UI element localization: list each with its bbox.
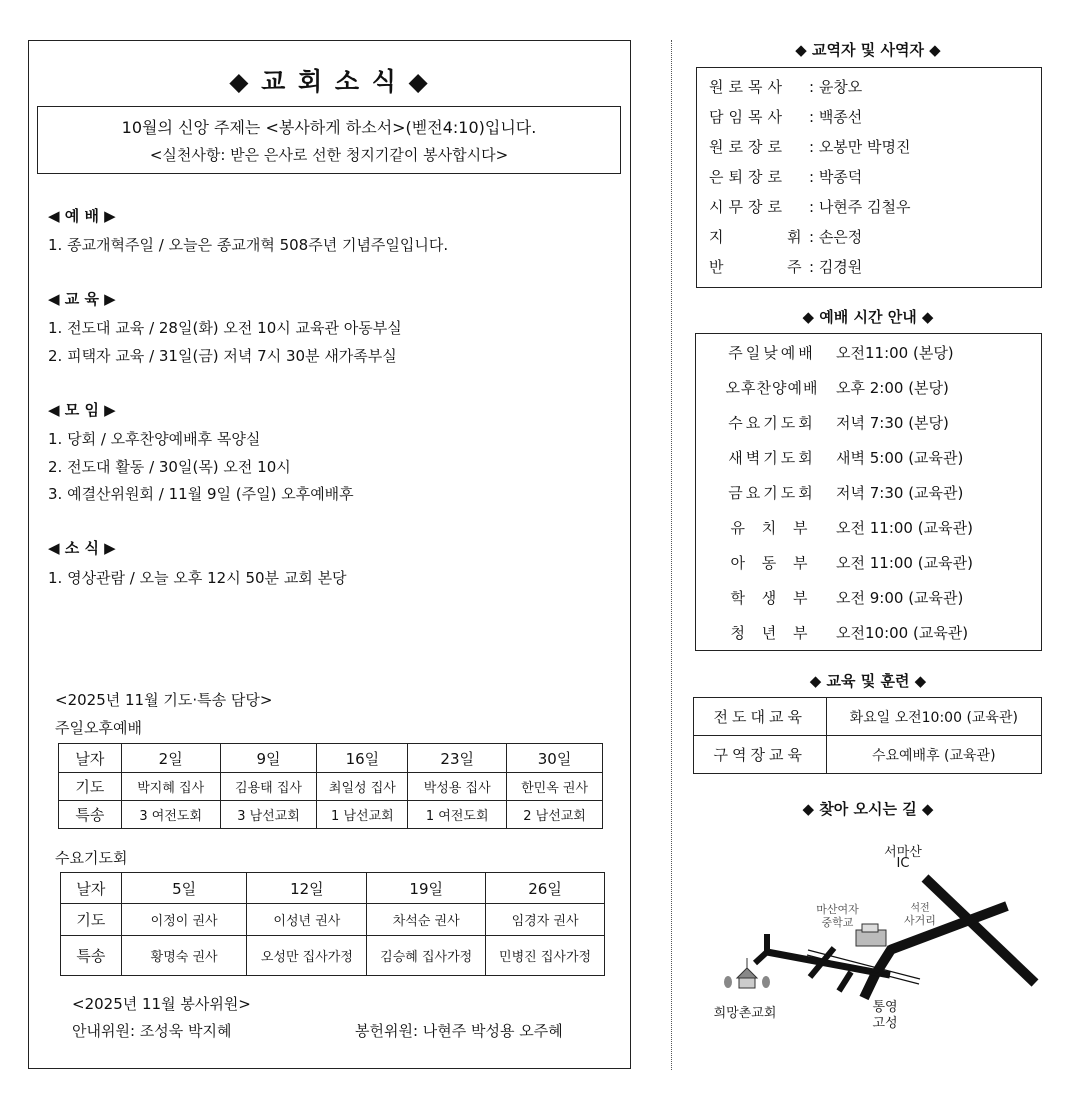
- service-time: 오전 11:00 (교육관): [836, 519, 973, 537]
- table-cell: 특송: [61, 936, 122, 976]
- staff-row: [709, 106, 862, 127]
- training-name: 구역장교육: [694, 736, 827, 774]
- table-cell: 12일: [247, 873, 367, 904]
- staff-name: : 나현주 김철우: [809, 198, 911, 216]
- service-name: 금요기도회: [728, 484, 816, 502]
- staff-role: 원로장로: [709, 138, 787, 156]
- wednesday-duty-table: [60, 872, 605, 976]
- table-cell: 박지혜 집사: [121, 773, 220, 801]
- section-heading-news: ◀ 소 식 ▶: [48, 539, 116, 557]
- table-cell: 임경자 권사: [486, 904, 605, 936]
- service-time: 오후 2:00 (본당): [836, 379, 949, 397]
- section-heading-education: ◀ 교 육 ▶: [48, 290, 116, 308]
- church-news-title: ◆ 교 회 소 식 ◆: [229, 67, 430, 96]
- table-row: [59, 801, 603, 829]
- service-name: 학 생 부: [730, 589, 814, 607]
- map-label-destination: 고성: [872, 1016, 898, 1031]
- table-cell: 최일성 집사: [317, 773, 408, 801]
- service-name: 유 치 부: [730, 519, 814, 537]
- staff-name: : 윤창오: [809, 78, 863, 96]
- staff-row: [709, 196, 911, 217]
- service-name: 청 년 부: [730, 624, 814, 642]
- training-table: [693, 697, 1042, 774]
- staff-row: [709, 226, 862, 247]
- table-cell: 황명숙 권사: [121, 936, 247, 976]
- service-row: [708, 552, 973, 573]
- table-cell: 30일: [507, 744, 603, 773]
- service-row: [708, 517, 973, 538]
- table-cell: 차석순 권사: [367, 904, 486, 936]
- church-icon: [724, 958, 770, 988]
- table-cell: 김용태 집사: [220, 773, 317, 801]
- staff-role: 원로목사: [709, 78, 787, 96]
- news-item: 2. 피택자 교육 / 31일(금) 저녁 7시 30분 새가족부실: [48, 347, 397, 365]
- table-row: [694, 698, 1042, 736]
- table-cell: 3 여전도회: [121, 801, 220, 829]
- service-name: 새벽기도회: [728, 449, 816, 467]
- service-row: [708, 342, 954, 363]
- table-row: [61, 873, 605, 904]
- road-south: [864, 948, 892, 998]
- column-divider: [671, 40, 672, 1070]
- training-name: 전도대교육: [694, 698, 827, 736]
- staff-row: [709, 136, 911, 157]
- wednesday-duty-label: 수요기도회: [55, 849, 128, 867]
- service-row: [708, 482, 963, 503]
- service-time: 오전10:00 (교육관): [836, 624, 969, 642]
- map-label-ic: IC: [896, 856, 910, 871]
- news-item: 1. 당회 / 오후찬양예배후 목양실: [48, 430, 261, 448]
- table-cell: 23일: [408, 744, 507, 773]
- service-row: [708, 587, 963, 608]
- news-item: 1. 영상관람 / 오늘 오후 12시 50분 교회 본당: [48, 569, 347, 587]
- offering-volunteers: 봉헌위원: 나현주 박성용 오주혜: [355, 1022, 563, 1040]
- service-name: 오후찬양예배: [725, 379, 819, 397]
- table-cell: 이성년 권사: [247, 904, 367, 936]
- theme-line-1: 10월의 신앙 주제는 <봉사하게 하소서>(벧전4:10)입니다.: [121, 118, 537, 137]
- staff-name: : 백종선: [809, 108, 863, 126]
- service-name: 수요기도회: [728, 414, 816, 432]
- table-cell: 기도: [59, 773, 122, 801]
- volunteers-title: <2025년 11월 봉사위원>: [72, 995, 251, 1013]
- monthly-theme-box: [37, 106, 621, 174]
- table-row: [694, 736, 1042, 774]
- staff-role: 반 주: [709, 258, 807, 276]
- table-cell: 특송: [59, 801, 122, 829]
- services-title: ◆ 예배 시간 안내 ◆: [802, 308, 934, 326]
- table-cell: 민병진 집사가정: [486, 936, 605, 976]
- service-name: 주일낮예배: [728, 344, 816, 362]
- cross-street: [839, 972, 851, 991]
- services-box: [695, 333, 1042, 651]
- staff-name: : 김경원: [809, 258, 863, 276]
- staff-row: [709, 76, 862, 97]
- table-cell: 기도: [61, 904, 122, 936]
- table-row: [59, 773, 603, 801]
- table-cell: 16일: [317, 744, 408, 773]
- theme-line-2: <실천사항: 받은 은사로 선한 청지기같이 봉사합시다>: [149, 146, 509, 164]
- section-heading-meetings: ◀ 모 임 ▶: [48, 401, 116, 419]
- table-cell: 9일: [220, 744, 317, 773]
- table-cell: 3 남선교회: [220, 801, 317, 829]
- news-item: 1. 전도대 교육 / 28일(화) 오전 10시 교육관 아동부실: [48, 319, 402, 337]
- news-item: 3. 예결산위원회 / 11월 9일 (주일) 오후예배후: [48, 485, 354, 503]
- table-cell: 날자: [59, 744, 122, 773]
- staff-role: 담임목사: [709, 108, 787, 126]
- service-time: 저녁 7:30 (본당): [836, 414, 949, 432]
- map-label-crossroad: 사거리: [904, 914, 936, 927]
- map-label-ic: 서마산: [884, 845, 922, 860]
- directions-title: ◆ 찾아 오시는 길 ◆: [802, 800, 934, 818]
- table-cell: 2 남선교회: [507, 801, 603, 829]
- service-time: 오전 9:00 (교육관): [836, 589, 964, 607]
- news-item: 2. 전도대 활동 / 30일(목) 오전 10시: [48, 458, 291, 476]
- staff-name: : 박종덕: [809, 168, 863, 186]
- map-label-church: 희망촌교회: [713, 1006, 777, 1021]
- service-row: [708, 622, 968, 643]
- guide-volunteers: 안내위원: 조성욱 박지혜: [72, 1022, 232, 1040]
- staff-row: [709, 256, 862, 277]
- table-cell: 1 남선교회: [317, 801, 408, 829]
- service-time: 저녁 7:30 (교육관): [836, 484, 964, 502]
- section-heading-worship: ◀ 예 배 ▶: [48, 207, 116, 225]
- map-label-school: 마산여자: [816, 903, 859, 916]
- service-row: [708, 412, 949, 433]
- service-row: [708, 377, 949, 398]
- staff-title: ◆ 교역자 및 사역자 ◆: [795, 41, 941, 59]
- road-branch: [755, 952, 767, 963]
- staff-name: : 오봉만 박명진: [809, 138, 911, 156]
- cross-street: [810, 948, 834, 977]
- table-cell: 박성용 집사: [408, 773, 507, 801]
- table-cell: 1 여전도회: [408, 801, 507, 829]
- table-cell: 26일: [486, 873, 605, 904]
- duty-title: <2025년 11월 기도·특송 담당>: [55, 691, 273, 709]
- service-time: 오전11:00 (본당): [836, 344, 954, 362]
- table-cell: 2일: [121, 744, 220, 773]
- table-cell: 5일: [121, 873, 247, 904]
- staff-role: 시무장로: [709, 198, 787, 216]
- table-cell: 19일: [367, 873, 486, 904]
- table-row: [61, 904, 605, 936]
- staff-name: : 손은정: [809, 228, 863, 246]
- map-label-crossroad: 석전: [910, 903, 930, 914]
- service-time: 오전 11:00 (교육관): [836, 554, 973, 572]
- news-item: 1. 종교개혁주일 / 오늘은 종교개혁 508주년 기념주일입니다.: [48, 236, 449, 254]
- training-time: 수요예배후 (교육관): [826, 736, 1041, 774]
- service-name: 아 동 부: [730, 554, 814, 572]
- road-west: [767, 952, 890, 975]
- table-row: [61, 936, 605, 976]
- staff-role: 지 휘: [709, 228, 807, 246]
- training-time: 화요일 오전10:00 (교육관): [826, 698, 1041, 736]
- table-cell: 오성만 집사가정: [247, 936, 367, 976]
- sunday-duty-label: 주일오후예배: [55, 719, 142, 737]
- table-cell: 김승혜 집사가정: [367, 936, 486, 976]
- table-cell: 이정이 권사: [121, 904, 247, 936]
- map-label-school: 중학교: [821, 916, 854, 929]
- service-row: [708, 447, 963, 468]
- service-time: 새벽 5:00 (교육관): [836, 449, 964, 467]
- staff-box: [696, 67, 1042, 288]
- staff-role: 은퇴장로: [709, 168, 787, 186]
- training-title: ◆ 교육 및 훈련 ◆: [809, 672, 927, 690]
- sunday-duty-table: [58, 743, 603, 829]
- staff-row: [709, 166, 862, 187]
- map-label-destination: 통영: [872, 1000, 898, 1015]
- table-cell: 한민옥 권사: [507, 773, 603, 801]
- road-ic: [925, 878, 1035, 983]
- table-cell: 날자: [61, 873, 122, 904]
- railway: [807, 950, 920, 984]
- table-row: [59, 744, 603, 773]
